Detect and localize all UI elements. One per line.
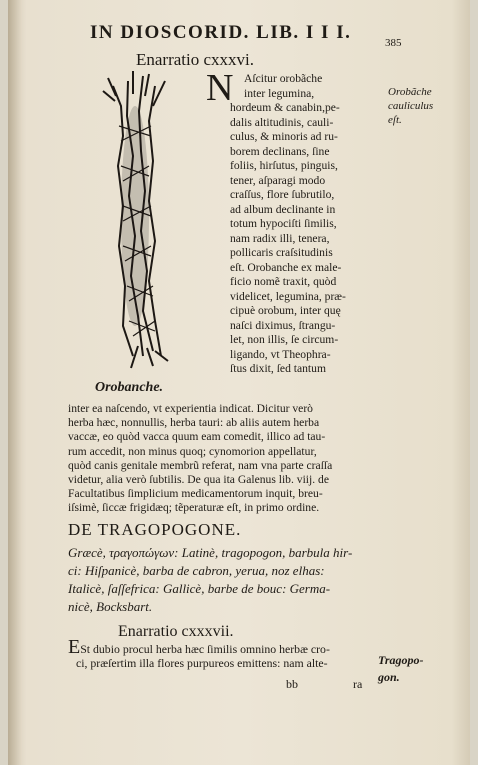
text-line: culus, & minoris ad ru- [230, 130, 338, 143]
text-line-content: St dubio procul herba hæc ſimilis omnino herbæ cro- [80, 642, 330, 656]
text-line: Græcè, τραγοπώγων: Latinè, tragopogon, barbula hir- [68, 545, 353, 560]
text-line: inter ea naſcendo, vt experientia indicat. Dicitur verò [68, 402, 313, 415]
text-line: inter legumina, [244, 86, 315, 100]
margin-note-orobanche [388, 85, 433, 127]
text-line: quòd canis genitale membrũ referat, nam vna parte craſſa [68, 458, 333, 472]
text-line: ligando, vt Theophra- [230, 347, 331, 361]
section-heading-tragopogone: DE TRAGOPOGONE. [68, 520, 242, 539]
book-page [8, 0, 470, 765]
text-line: ſtus dixit, ſed tantum [230, 362, 326, 375]
margin-note-line: gon. [378, 670, 400, 684]
text-line: totum hypociſti ſimilis, [230, 217, 337, 230]
text-line: iſsimè, ſiccæ frigidæq; tẽperaturæ eſt, in primo ordine. [68, 501, 320, 515]
margin-note-line: cauliculus [388, 100, 434, 112]
text-line: ci, præſertim illa flores purpureos emittens: nam alte- [76, 656, 328, 670]
text-line: tener, aſparagi modo [230, 173, 326, 187]
margin-note-line: Orobãche [388, 86, 432, 98]
drop-cap-n: N [206, 67, 234, 109]
text-line: Facultatibus ſimplicium medicamentorum inquit, breu- [68, 487, 323, 501]
text-line: nicè, Bocksbart. [68, 599, 153, 614]
running-head: IN DIOSCORID. LIB. I I I. [90, 22, 352, 43]
text-line: craſſus, flore ſubrutilo, [230, 188, 335, 201]
text-line: foliis, hirſutus, pinguis, [230, 159, 338, 172]
page-gutter [8, 0, 22, 765]
text-line: Italicè, ſaſſefrica: Gallicè, barbe de bouc: Germa- [68, 581, 331, 596]
text-line: hordeum & canabin,pe- [230, 101, 340, 114]
margin-note-tragopogon [378, 652, 424, 686]
text-line: eſt. Orobanche ex male- [230, 260, 342, 274]
text-line: videtur, alia verò ſubtilis. De qua ita Galenus lib. viij. de [68, 473, 329, 487]
catchword: ra [353, 677, 363, 691]
text-line: pollicaris craſsitudinis [230, 246, 333, 259]
drop-cap-e: E [68, 636, 81, 658]
text-line: cipuè orobum, inter quę [230, 304, 341, 317]
show-through-bleed [143, 150, 243, 370]
text-line: vaccæ, eo quòd vacca quum eam comedit, illico ad tau- [68, 430, 326, 444]
text-line [68, 636, 330, 658]
synonyms-paragraph [68, 544, 352, 616]
text-line: ad album declinante in [230, 202, 336, 216]
full-width-paragraph [68, 402, 398, 516]
text-line: let, non illis, ſe circum- [230, 333, 339, 346]
signature-mark: bb [286, 677, 298, 691]
section-title-cxxxvii: Enarratio cxxxvii. [118, 623, 234, 640]
text-line: dalis altitudinis, cauli- [230, 115, 334, 129]
section-title-cxxxvi: Enarratio cxxxvi. [136, 50, 255, 69]
margin-note-line: Tragopo- [378, 653, 424, 667]
text-line: ci: Hiſpanicè, barba de cabron, yerua, noz elhas: [68, 563, 325, 578]
text-line: nam radix illi, tenera, [230, 231, 330, 245]
figure-caption: Orobanche. [95, 380, 164, 395]
text-line: ficio nomẽ traxit, quòd [230, 275, 337, 288]
paragraph-cxxxvii [68, 636, 330, 670]
margin-note-line: eſt. [388, 114, 402, 126]
text-line: naſci diximus, ſtrangu- [230, 318, 336, 332]
text-line: Aſcitur orobãche [244, 72, 323, 85]
page-number: 385 [385, 37, 402, 49]
text-column-right-of-figure [230, 72, 378, 377]
text-line: herba hæc, nonnullis, herba tauri: ab aliis autem herba [68, 416, 320, 430]
text-line: borem declinans, ſine [230, 144, 330, 158]
text-line: rum accedit, non minus quoq; cynomorion appellatur, [68, 444, 317, 458]
text-line: videlicet, legumina, præ- [230, 289, 346, 303]
